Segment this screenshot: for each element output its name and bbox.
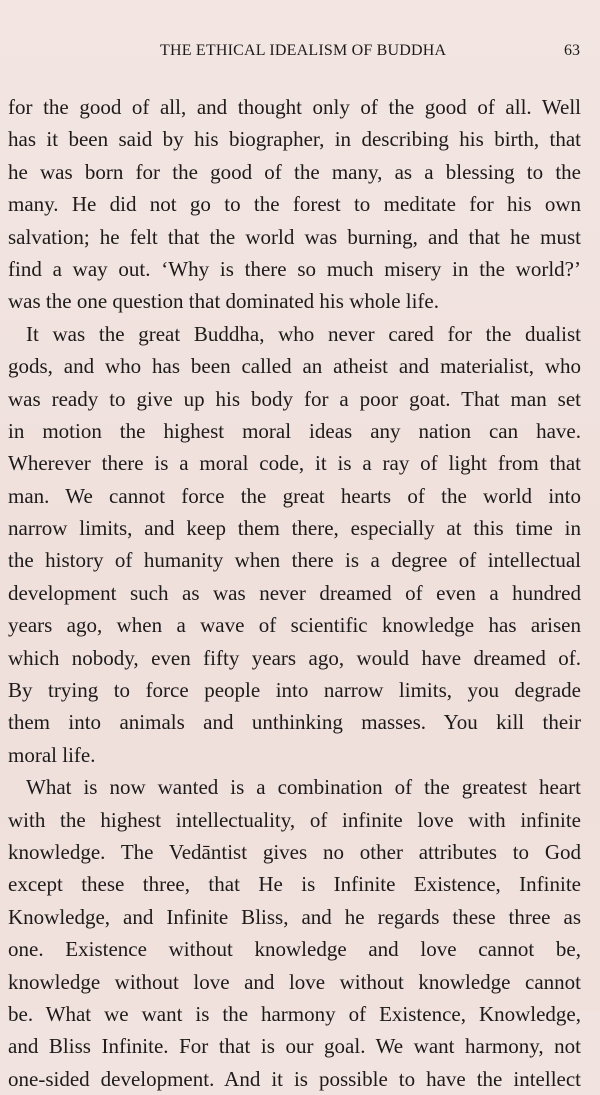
text-line: What is now wanted is a combination of the greatest heart <box>26 775 581 800</box>
text-line: has it been said by his biographer, in describing his birth, that <box>8 127 581 152</box>
text-line: many. He did not go to the forest to meditate for his own <box>8 192 581 217</box>
text-line: salvation; he felt that the world was burning, and that he must <box>8 224 581 249</box>
text-line: man. We cannot force the great hearts of the world into <box>8 483 581 508</box>
text-line: one-sided development. And it is possible to have the intellect <box>8 1066 581 1091</box>
text-line: gods, and who has been called an atheist and materialist, who <box>8 354 581 379</box>
text-line: the history of humanity when there is a degree of intellectual <box>8 548 581 573</box>
text-line: Knowledge, and Infinite Bliss, and he regards these three as <box>8 904 581 929</box>
text-line: was ready to give up his body for a poor goat. That man set <box>8 386 581 411</box>
running-head-title: THE ETHICAL IDEALISM OF BUDDHA <box>160 42 447 59</box>
text-line: narrow limits, and keep them there, especially at this time in <box>8 516 581 541</box>
text-line: be. What we want is the harmony of Existence, Knowledge, <box>8 1001 581 1026</box>
text-line: one. Existence without knowledge and love cannot be, <box>8 937 581 962</box>
text-line: knowledge without love and love without knowledge cannot <box>8 969 581 994</box>
text-line: It was the great Buddha, who never cared for the dualist <box>26 321 581 346</box>
text-line: development such as was never dreamed of even a hundred <box>8 580 581 605</box>
page-number: 63 <box>564 42 580 59</box>
text-line: moral life. <box>8 742 96 767</box>
running-head <box>0 42 600 66</box>
text-line: which nobody, even fifty years ago, would have dreamed of. <box>8 645 581 670</box>
text-line: knowledge. The Vedāntist gives no other attributes to God <box>8 839 581 864</box>
text-line: By trying to force people into narrow limits, you degrade <box>8 678 581 703</box>
text-line: and Bliss Infinite. For that is our goal. We want harmony, not <box>8 1034 581 1059</box>
text-line: find a way out. ‘Why is there so much misery in the world?’ <box>8 256 581 281</box>
text-line: Wherever there is a moral code, it is a ray of light from that <box>8 451 581 476</box>
text-line: was the one question that dominated his whole life. <box>8 289 439 314</box>
text-line: with the highest intellectuality, of infinite love with infinite <box>8 807 581 832</box>
text-line: years ago, when a wave of scientific knowledge has arisen <box>8 613 581 638</box>
body-text <box>8 91 581 1095</box>
text-line: he was born for the good of the many, as a blessing to the <box>8 159 581 184</box>
text-line: except these three, that He is Infinite Existence, Infinite <box>8 872 581 897</box>
text-line: in motion the highest moral ideas any nation can have. <box>8 418 581 443</box>
text-line: them into animals and unthinking masses. You kill their <box>8 710 581 735</box>
text-line: for the good of all, and thought only of the good of all. Well <box>8 95 581 119</box>
